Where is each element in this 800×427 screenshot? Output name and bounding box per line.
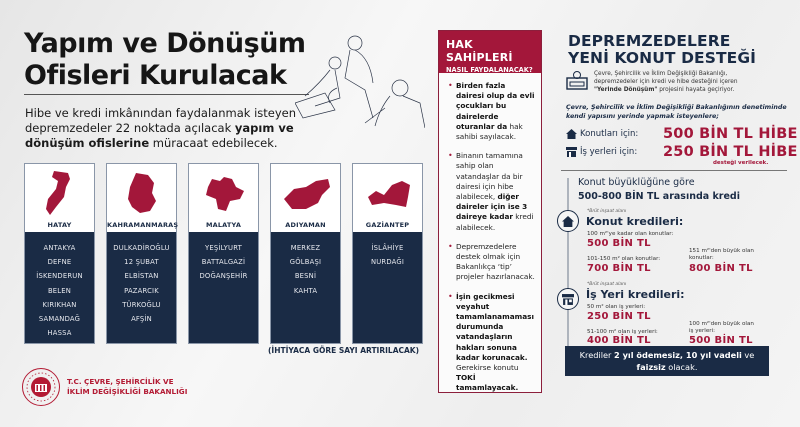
title-line-1: DEPREMZEDELERE [568, 32, 731, 50]
bullet-text: Gerekirse konutu [456, 363, 519, 373]
credit-value: 400 BİN TL [587, 335, 651, 346]
district: İSKENDERUN [36, 272, 83, 281]
district: BESNİ [294, 272, 317, 281]
grant-note: desteği verilecek. [713, 160, 769, 166]
district: MERKEZ [290, 244, 321, 252]
intro-bold: yapım ve dönüşüm ofislerine [25, 121, 294, 150]
title-line-1: Yapım ve Dönüşüm [24, 28, 306, 59]
terms-bold: 2 yıl ödemesiz, 10 yıl vadeli [614, 350, 742, 360]
housing-intro [566, 70, 764, 94]
district: GÖLBAŞI [289, 258, 322, 267]
intro-text [25, 106, 345, 151]
province-card-malatya [188, 163, 259, 344]
intro-bold: "Yerinde Dönüşüm" [594, 87, 658, 93]
district: HASSA [47, 329, 72, 338]
house-icon [562, 216, 574, 227]
bullet-item [448, 292, 535, 394]
intro-part: Hibe ve kredi imkânından faydalanmak isteyen depremzedeler 22 noktada açılacak [25, 106, 297, 135]
bullet-text: hak sahibi sayılacak. [456, 121, 523, 142]
province-name: ADIYAMAN [285, 221, 326, 229]
bullet-bold: diğer daireler için ise 3 daireye kadar [456, 192, 528, 222]
adiyaman-map-icon [278, 169, 334, 217]
credit-label: 100 m²'ye kadar olan konutlar: [587, 231, 674, 237]
credit-heading: Konut büyüklüğüne göre [578, 177, 695, 188]
housing-credit-icon-wrap [557, 210, 579, 232]
district: DOĞANŞEHİR [199, 272, 248, 281]
divider [561, 170, 787, 171]
province-name: HATAY [47, 221, 72, 229]
district: DULKADİROĞLU [113, 244, 170, 252]
timeline-line [567, 178, 569, 348]
title-line-2: YENİ KONUT DESTEĞİ [568, 49, 757, 67]
district: NURDAĞI [370, 258, 405, 267]
district: SAMANDAĞ [38, 315, 81, 324]
terms-text: ve [741, 350, 755, 360]
district: TÜRKOĞLU [122, 300, 161, 309]
ministry-emblem-icon [21, 367, 61, 407]
bullet-item [448, 151, 535, 233]
bullet-item [448, 81, 535, 142]
province-name: GAZİANTEP [365, 221, 410, 229]
ministry-logo [21, 367, 187, 407]
credit-label: 100 m²'den büyük olan iş yerleri: [689, 321, 754, 334]
grant-row-business [566, 144, 798, 160]
shop-icon [566, 147, 577, 157]
title-divider [24, 94, 309, 95]
credit-value: 800 BİN TL [689, 263, 753, 274]
district: KAHTA [293, 286, 318, 295]
beneficiaries-header [439, 31, 541, 73]
grant-value: 500 BİN TL HİBE [663, 126, 798, 142]
credit-value: 250 BİN TL [587, 311, 651, 322]
ministry-name-line-1: T.C. ÇEVRE, ŞEHİRCİLİK VE [67, 377, 174, 386]
bullet-bold: İşin gecikmesi veyahut tamamlanamaması durumunda vatandaşların hakları sonuna kadar korunacak. [456, 291, 534, 362]
terms-bold: faizsiz [636, 362, 666, 372]
province-card-kahramanmaras [106, 163, 177, 344]
beneficiaries-subtitle: NASIL FAYDALANACAK? [446, 66, 533, 74]
grant-row-housing [566, 126, 798, 142]
terms-text: Krediler [579, 350, 615, 360]
district: YEŞİLYURT [205, 244, 242, 252]
house-icon [566, 129, 577, 139]
beneficiaries-title: HAK SAHİPLERİ [446, 38, 513, 64]
grant-label: İş yerleri için: [580, 147, 638, 157]
beneficiaries-panel [438, 30, 542, 393]
gross-area-note: *Brüt inşaat alanı [587, 209, 627, 214]
credit-value: 500 BİN TL [689, 335, 753, 346]
credit-value: 700 BİN TL [587, 263, 651, 274]
district: ANTAKYA [43, 244, 76, 252]
business-credits-title: İş Yeri kredileri: [586, 288, 685, 301]
province-name: KAHRAMANMARAŞ [107, 221, 179, 229]
housing-credits-title: Konut kredileri: [586, 215, 684, 228]
credit-label: 50 m² olan iş yerleri: [587, 304, 646, 310]
district: BATTALGAZİ [201, 258, 246, 267]
hatay-map-icon [40, 169, 80, 217]
bullet-bold: TOKİ tamamlayacak. [456, 373, 519, 393]
business-credit-icon-wrap [557, 288, 579, 310]
district: KIRIKHAN [42, 300, 77, 309]
credit-terms-box [565, 346, 769, 376]
province-card-hatay [24, 163, 95, 344]
condition-text: Çevre, Şehircilik ve İklim Değişikliği Bakanlığının denetiminde kendi yapısını yerinde yapmak isteyenlere; [566, 104, 787, 120]
district: İSLÂHİYE [371, 244, 404, 252]
district: PAZARCIK [124, 286, 159, 295]
bullet-bold: Birden fazla dairesi olup da evli çocukları bu dairelerde oturanlar da [456, 81, 535, 131]
page-title [24, 28, 306, 92]
money-box-icon [566, 70, 588, 90]
bullet-text: kredi alabilecek. [456, 212, 534, 232]
ministry-name-line-2: İKLİM DEĞİŞİKLİĞİ BAKANLIĞI [67, 387, 188, 396]
intro-part: Çevre, Şehircilik ve İklim Değişikliği Bakanlığı, depremzedeler için kredi ve hibe desteğini içeren [594, 71, 738, 85]
province-card-adiyaman [270, 163, 341, 344]
bullet-text: Depremzedelere destek olmak için Bakanlıkça ‘tip’ projeler hazırlanacak. [456, 241, 535, 282]
gross-area-note: *Brüt inşaat alanı [587, 282, 627, 287]
gaziantep-map-icon [362, 169, 414, 217]
district: 12 ŞUBAT [124, 258, 159, 267]
grant-label: Konutları için: [580, 129, 639, 139]
district: BELEN [47, 286, 72, 295]
credit-label: 151 m²'den büyük olan konutlar: [689, 248, 754, 261]
province-name: MALATYA [205, 221, 242, 229]
bullet-item [448, 242, 535, 283]
increase-note: (İHTİYACA GÖRE SAYI ARTIRILACAK) [268, 346, 420, 355]
shop-icon [562, 294, 574, 305]
district: AFŞİN [131, 315, 152, 324]
credit-label: 101-150 m² olan konutlar: [587, 256, 661, 262]
bullet-text: Binanın tamamına sahip olan vatandaşlar da bir dairesi için hibe alabilecek, [456, 151, 523, 202]
malatya-map-icon [200, 169, 248, 217]
credit-range: 500-800 BİN TL arasında kredi [578, 191, 740, 202]
grant-value: 250 BİN TL HİBE [663, 144, 798, 160]
intro-part: projesini hayata geçiriyor. [657, 87, 735, 93]
terms-text: olacak. [665, 362, 698, 372]
province-card-gaziantep [352, 163, 423, 344]
credit-label: 51-100 m² olan iş yerleri: [587, 329, 658, 335]
credit-value: 500 BİN TL [587, 238, 651, 249]
district: ELBİSTAN [124, 272, 159, 281]
intro-part: müracaat edebilecek. [149, 136, 278, 150]
kahramanmaras-map-icon [122, 169, 162, 217]
district: DEFNE [47, 258, 72, 267]
province-cards [24, 163, 423, 344]
title-line-2: Ofisleri Kurulacak [24, 60, 287, 91]
housing-support-title [568, 33, 756, 67]
